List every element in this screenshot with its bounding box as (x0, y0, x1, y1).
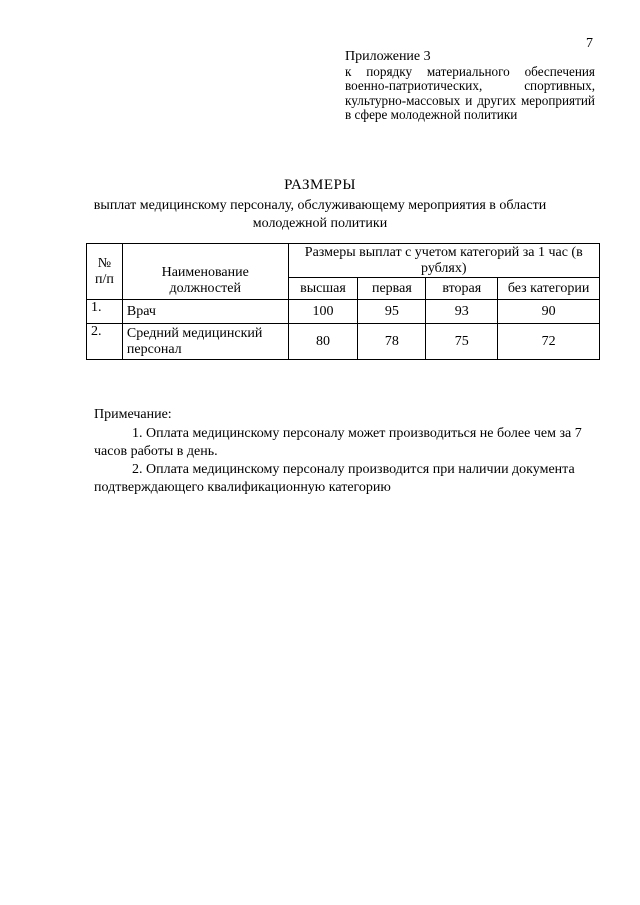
row-value: 100 (288, 300, 358, 324)
header-payment-group: Размеры выплат с учетом категорий за 1 час (в рублях) (288, 244, 599, 278)
row-number: 1. (87, 300, 123, 324)
row-position-name: Врач (122, 300, 288, 324)
row-value: 72 (498, 324, 600, 360)
heading-subtitle: выплат медицинскому персоналу, обслуживающему мероприятия в области молодежной политики (93, 198, 547, 231)
appendix-title: Приложение 3 (345, 49, 431, 64)
note-item-text: 2. Оплата медицинскому персоналу производится при наличии документа подтверждающего квалификационную категорию (94, 462, 575, 495)
table-row (87, 324, 600, 360)
row-value: 80 (288, 324, 358, 360)
row-value: 78 (358, 324, 426, 360)
table-row (87, 300, 600, 324)
table-header-row (87, 244, 600, 278)
row-value: 95 (358, 300, 426, 324)
payment-table (86, 243, 600, 360)
page-number: 7 (586, 36, 593, 51)
note-title: Примечание: (94, 407, 172, 422)
header-position: Наименование должностей (122, 244, 288, 300)
note-item (94, 461, 599, 497)
row-number: 2. (87, 324, 123, 360)
document-heading (0, 177, 640, 233)
row-value: 90 (498, 300, 600, 324)
appendix-block (345, 50, 595, 123)
row-position-name: Средний медицинский персонал (122, 324, 288, 360)
header-category: высшая (288, 278, 358, 300)
header-number: № п/п (87, 244, 123, 300)
row-value: 93 (426, 300, 498, 324)
header-category: без категории (498, 278, 600, 300)
appendix-text: к порядку материального обеспечения военно-патриотических, спортивных, культурно-массовых и других мероприятий в сфере молодежной политики (345, 63, 595, 123)
header-category: вторая (426, 278, 498, 300)
header-category: первая (358, 278, 426, 300)
row-value: 75 (426, 324, 498, 360)
note-item-text: 1. Оплата медицинскому персоналу может производиться не более чем за 7 часов работы в день. (94, 426, 582, 459)
heading-title: РАЗМЕРЫ (284, 177, 356, 193)
note-item (94, 425, 599, 461)
